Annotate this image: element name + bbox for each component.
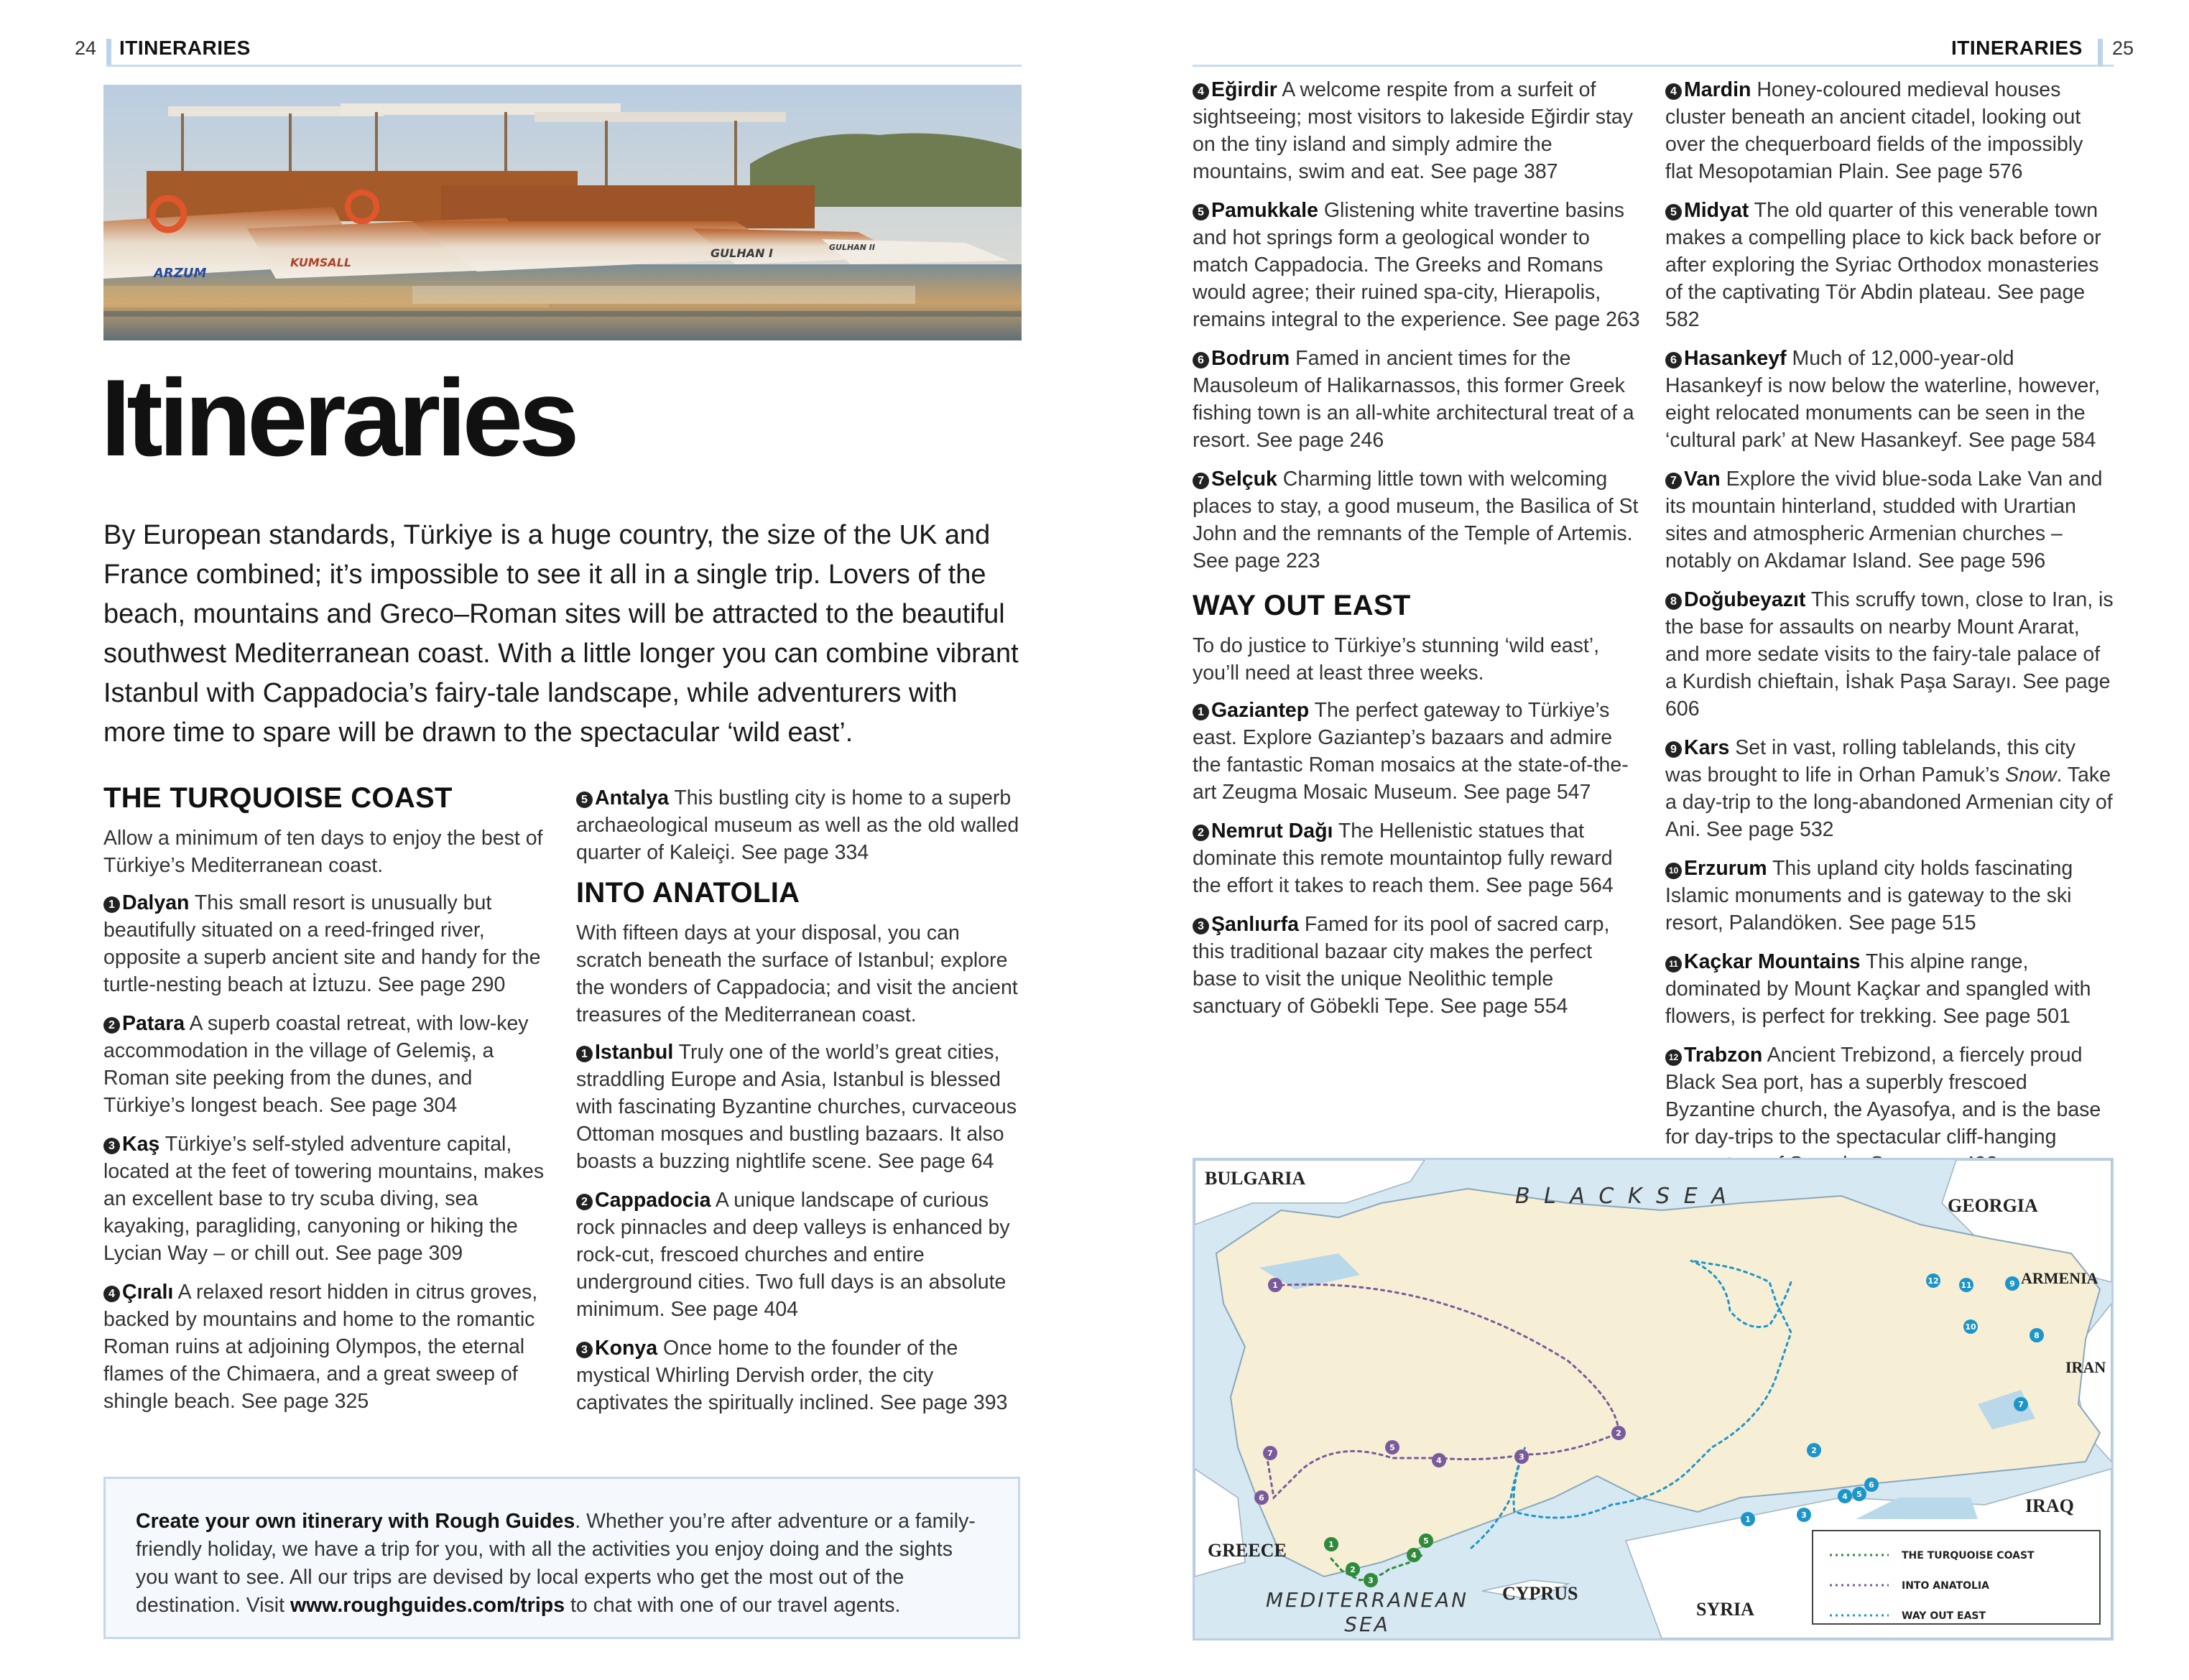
number-badge-icon: 6	[1665, 352, 1682, 368]
svg-text:2: 2	[1616, 1429, 1621, 1438]
turquoise-coast-section	[103, 784, 549, 1426]
svg-text:6: 6	[1259, 1493, 1264, 1503]
anatolia-lead: With fifteen days at your disposal, you can scratch beneath the surface of Istanbul; explore the wonders of Cappadocia; and visit the ancient treasures of the Mediterranean coast.	[576, 922, 1018, 1026]
svg-text:10: 10	[1965, 1322, 1976, 1332]
list-item: 2 Cappadocia A unique landscape of curious rock pinnacles and deep valleys is enhanced by rock-cut, frescoed churches and entire underground cities. Two full days is an absolute minimum. See page 404	[576, 1189, 1010, 1321]
list-item: 12 Trabzon Ancient Trebizond, a fiercely proud Black Sea port, has a superbly frescoed Byzantine church, the Ayasofya, and is the base for day-trips to the spectacular cliff-hanging	[1665, 1044, 2101, 1148]
svg-text:1: 1	[1328, 1540, 1334, 1549]
running-head-right: ITINERARIES	[1951, 37, 2083, 59]
list-item: 3 Şanlıurfa Famed for its pool of sacred carp, this traditional bazaar city makes the perfect base to visit the unique Neolithic temple sanctuary of Göbekli Tepe. See page 554	[1193, 913, 1610, 1018]
list-item: 1 Gaziantep The perfect gateway to Türkiye’s east. Explore Gaziantep’s bazaars and admire the fantastic Roman mosaics at the state-of-the-art Zeugma Mosaic Museum. See page 547	[1193, 699, 1629, 804]
route-marker	[1926, 1273, 1940, 1288]
running-head-bar-right	[2098, 39, 2103, 66]
running-head-rule-left	[106, 65, 1022, 67]
list-item: 11 Kaçkar Mountains This alpine range, dominated by Mount Kaçkar and spangled with flowers, is perfect for trekking. See page 501	[1665, 950, 2091, 1028]
list-item: 4 Eğirdir A welcome respite from a surfeit of sightseeing; most visitors to lakeside Eğirdir stay on the tiny island and simply admire the mountains, swim and eat. See page 387	[1193, 78, 1634, 183]
running-head-rule-right	[1193, 65, 2114, 67]
list-item: 1 Dalyan This small resort is unusually but beautifully situated on a reed-fringed river, opposite a superb ancient site and handy for the turtle-nesting beach at İztuzu. See page 290	[103, 891, 541, 996]
route-marker	[2030, 1328, 2044, 1342]
svg-text:3: 3	[1801, 1510, 1807, 1520]
legend-east: WAY OUT EAST	[1902, 1610, 1986, 1622]
svg-text:12: 12	[1927, 1276, 1939, 1286]
route-marker	[1254, 1490, 1269, 1505]
list-item: 5 Pamukkale Glistening white travertine basins and hot springs form a geological wonder to match Cappadocia. The Greeks and Romans would agree; their ruined spa-city, Hierapolis, remains integral to the experience. See page 263	[1193, 199, 1640, 331]
list-item: 3 Konya Once home to the founder of the mystical Whirling Dervish order, the city captivates the spiritually inclined. See page 393	[576, 1337, 1008, 1414]
svg-text:3: 3	[1368, 1576, 1374, 1585]
east-heading: WAY OUT EAST	[1193, 590, 1411, 621]
number-badge-icon: 10	[1665, 863, 1682, 879]
list-item: 4 Çıralı A relaxed resort hidden in citrus groves, backed by mountains and home to the romantic Roman ruins at adjoining Olympos, the eternal flames of the Chimaera, and a great sweep of shingle beach. See page 325	[103, 1281, 538, 1413]
number-badge-icon: 8	[1665, 593, 1682, 610]
anatolia-section	[576, 784, 1022, 1428]
number-badge-icon: 1	[103, 896, 120, 913]
number-badge-icon: 12	[1665, 1049, 1682, 1066]
turquoise-heading: THE TURQUOISE COAST	[103, 782, 453, 814]
page-number-right: 25	[2112, 37, 2134, 59]
route-marker	[1963, 1319, 1978, 1334]
itinerary-map	[1193, 1158, 2114, 1640]
intro-paragraph: By European standards, Türkiye is a huge country, the size of the UK and France combined; it’s impossible to see it all in a single trip. Lovers of the beach, mountains and Greco–Roman sites will be attracted to the beautiful southwest Mediterranean coast. With a little longer you can combine vibrant Istanbul with Cappadocia’s fairy-tale landscape, while adventurers with more time to spare will be drawn to the spectacular ‘wild east’.	[103, 520, 1019, 748]
route-marker	[1611, 1426, 1626, 1440]
svg-text:4: 4	[1842, 1492, 1848, 1501]
route-marker	[2014, 1397, 2028, 1411]
svg-text:4: 4	[1436, 1456, 1442, 1465]
number-badge-icon: 9	[1665, 741, 1682, 758]
boat-name-1: ARZUM	[154, 266, 207, 281]
svg-text:1: 1	[1272, 1281, 1278, 1290]
number-badge-icon: 5	[1193, 204, 1209, 221]
route-marker	[2005, 1276, 2019, 1291]
anatolia-heading: INTO ANATOLIA	[576, 877, 800, 909]
route-marker	[1852, 1487, 1866, 1501]
number-badge-icon: 2	[103, 1017, 120, 1034]
east-lead: To do justice to Türkiye’s stunning ‘wild east’, you’ll need at least three weeks.	[1193, 634, 1600, 684]
route-marker	[1268, 1278, 1282, 1292]
list-item: 2 Patara A superb coastal retreat, with low-key accommodation in the village of Gelemiş, a Roman site peeking from the dunes, and Türkiye’s longest beach. See page 304	[103, 1012, 529, 1117]
number-badge-icon: 2	[576, 1194, 593, 1210]
svg-text:2: 2	[1350, 1565, 1356, 1574]
route-marker	[1741, 1512, 1755, 1526]
svg-text:8: 8	[2034, 1331, 2040, 1340]
boat-name-4: GULHAN II	[829, 243, 875, 252]
label-greece: GREECE	[1208, 1540, 1287, 1561]
number-badge-icon: 3	[1193, 918, 1209, 934]
label-syria: SYRIA	[1696, 1599, 1754, 1620]
list-item: 7 Selçuk Charming little town with welcoming places to stay, a good museum, the Basilica of St John and the remnants of the Temple of Artemis. See page 223	[1193, 468, 1639, 572]
right-column-2	[1665, 76, 2114, 1189]
svg-text:5: 5	[1423, 1536, 1429, 1546]
running-head-bar-left	[106, 39, 111, 66]
right-column-1	[1193, 76, 1642, 1031]
list-item: 5 Midyat The old quarter of this venerable town makes a compelling place to kick back before or after exploring the Syriac Orthodox monasteries of the captivating Tör Abdin plateau. See page 582	[1665, 199, 2101, 331]
label-cyprus: CYPRUS	[1502, 1583, 1578, 1604]
boat-name-3: GULHAN I	[711, 246, 774, 260]
page-title: Itineraries	[101, 357, 575, 479]
list-item: 1 Istanbul Truly one of the world’s great cities, straddling Europe and Asia, Istanbul is blessed with fascinating Byzantine churches, curvaceous Ottoman mosques and bustling bazaars. It also boasts a buzzing nightlife scene. See page 64	[576, 1041, 1017, 1173]
svg-text:7: 7	[2018, 1400, 2024, 1409]
svg-text:2: 2	[1811, 1446, 1817, 1455]
route-marker	[1346, 1562, 1360, 1577]
list-item: 7 Van Explore the vivid blue-soda Lake Van and its mountain hinterland, studded with Urartian sites and atmospheric Armenian churches – notably on Akdamar Island. See page 596	[1665, 468, 2103, 572]
number-badge-icon: 1	[576, 1046, 593, 1062]
number-badge-icon: 4	[103, 1286, 120, 1302]
route-marker	[1514, 1449, 1529, 1464]
list-item: 10 Erzurum This upland city holds fascinating Islamic monuments and is gateway to the ski resort, Palandöken. See page 515	[1665, 857, 2073, 934]
number-badge-icon: 7	[1193, 473, 1209, 489]
route-marker	[1385, 1440, 1399, 1454]
running-head-left: ITINERARIES	[119, 37, 251, 59]
label-sea: SEA	[1344, 1612, 1390, 1636]
route-marker	[1864, 1477, 1879, 1492]
route-marker	[1838, 1489, 1852, 1503]
list-item: 4 Mardin Honey-coloured medieval houses cluster beneath an ancient citadel, looking out over the chequerboard fields of the impossibly flat Mesopotamian Plain. See page 576	[1665, 78, 2083, 183]
svg-text:3: 3	[1519, 1452, 1524, 1462]
route-marker	[1324, 1537, 1338, 1551]
route-marker	[1407, 1548, 1421, 1562]
svg-text:5: 5	[1856, 1490, 1862, 1499]
callout-text: Create your own itinerary with Rough Guides. Whether you’re after adventure or a family-friendly holiday, we have a trip for you, with all the activities you enjoy doing and the sights you want to see. All our trips are devised by local experts who get the most out of the destination. Visit www.roughguides.com/trips to chat with one of our travel agents.	[136, 1510, 976, 1617]
number-badge-icon: 4	[1665, 83, 1682, 100]
list-item: 8 Doğubeyazıt This scruffy town, close to Iran, is the base for assaults on nearby Mount Ararat, and more sedate visits to the fairy-tale palace of a Kurdish chieftain, İshak Paşa Sarayı. See page 606	[1665, 588, 2114, 720]
number-badge-icon: 5	[1665, 204, 1682, 221]
route-marker	[1432, 1453, 1446, 1467]
list-item: 3 Kaş Türkiye’s self-styled adventure capital, located at the feet of towering mountains, makes an excellent base to try scuba diving, sea kayaking, paragliding, canyoning or hiking the Lycian Way – or chill out. See page 309	[103, 1133, 545, 1265]
label-bulgaria: BULGARIA	[1205, 1168, 1306, 1189]
label-armenia: ARMENIA	[2021, 1269, 2098, 1287]
list-item: 2 Nemrut Dağı The Hellenistic statues that dominate this remote mountaintop fully reward the effort it takes to reach them. See page 564	[1193, 820, 1614, 897]
list-item: 5 Antalya This bustling city is home to a superb archaeological museum as well as the old walled quarter of Kaleiçi. See page 334	[576, 786, 1019, 864]
legend-turquoise: THE TURQUOISE COAST	[1902, 1550, 2035, 1561]
number-badge-icon: 6	[1193, 352, 1209, 368]
svg-text:4: 4	[1411, 1551, 1417, 1560]
label-iran: IRAN	[2065, 1358, 2106, 1376]
svg-text:1: 1	[1745, 1515, 1751, 1524]
number-badge-icon: 5	[576, 792, 593, 808]
list-item: 9 Kars Set in vast, rolling tablelands, this city was brought to life in Orhan Pamuk’s Snow. Take a day-trip to the long-abandoned Armenian city of Ani. See page 532	[1665, 736, 2113, 841]
svg-text:11: 11	[1961, 1281, 1972, 1290]
number-badge-icon: 11	[1665, 956, 1682, 973]
rough-guides-callout	[103, 1477, 1020, 1639]
list-item: 6 Bodrum Famed in ancient times for the Mausoleum of Halikarnassos, this former Greek fishing town is an all-white architectural treat of a resort. See page 246	[1193, 347, 1634, 452]
route-marker	[1263, 1446, 1277, 1460]
number-badge-icon: 2	[1193, 825, 1209, 841]
number-badge-icon: 7	[1665, 473, 1682, 489]
number-badge-icon: 3	[576, 1342, 593, 1358]
list-item: 6 Hasankeyf Much of 12,000-year-old Hasankeyf is now below the waterline, however, eight relocated monuments can be seen in the ‘cultural park’ at New Hasankeyf. See page 584	[1665, 347, 2101, 452]
number-badge-icon: 1	[1193, 704, 1209, 720]
svg-text:7: 7	[1267, 1449, 1273, 1458]
route-marker	[1797, 1508, 1811, 1522]
label-mediterranean: MEDITERRANEAN	[1265, 1588, 1469, 1612]
number-badge-icon: 4	[1193, 83, 1209, 100]
map-legend	[1813, 1531, 2100, 1624]
route-marker	[1419, 1533, 1433, 1548]
label-georgia: GEORGIA	[1948, 1195, 2038, 1216]
route-marker	[1959, 1278, 1973, 1292]
route-marker	[1807, 1443, 1821, 1457]
legend-anatolia: INTO ANATOLIA	[1902, 1580, 1989, 1592]
svg-text:9: 9	[2009, 1279, 2015, 1289]
number-badge-icon: 3	[103, 1138, 120, 1154]
boat-name-2: KUMSALL	[290, 256, 352, 269]
route-marker	[1364, 1573, 1378, 1587]
label-iraq: IRAQ	[2025, 1495, 2074, 1516]
svg-text:5: 5	[1389, 1443, 1395, 1452]
trips-link[interactable]: www.roughguides.com/trips	[290, 1594, 565, 1617]
svg-text:6: 6	[1869, 1480, 1874, 1490]
harbour-photo	[103, 85, 1022, 340]
page-number-left: 24	[75, 37, 97, 59]
turquoise-lead: Allow a minimum of ten days to enjoy the best of Türkiye’s Mediterranean coast.	[103, 827, 543, 877]
label-black-sea: B L A C K S E A	[1515, 1184, 1730, 1209]
